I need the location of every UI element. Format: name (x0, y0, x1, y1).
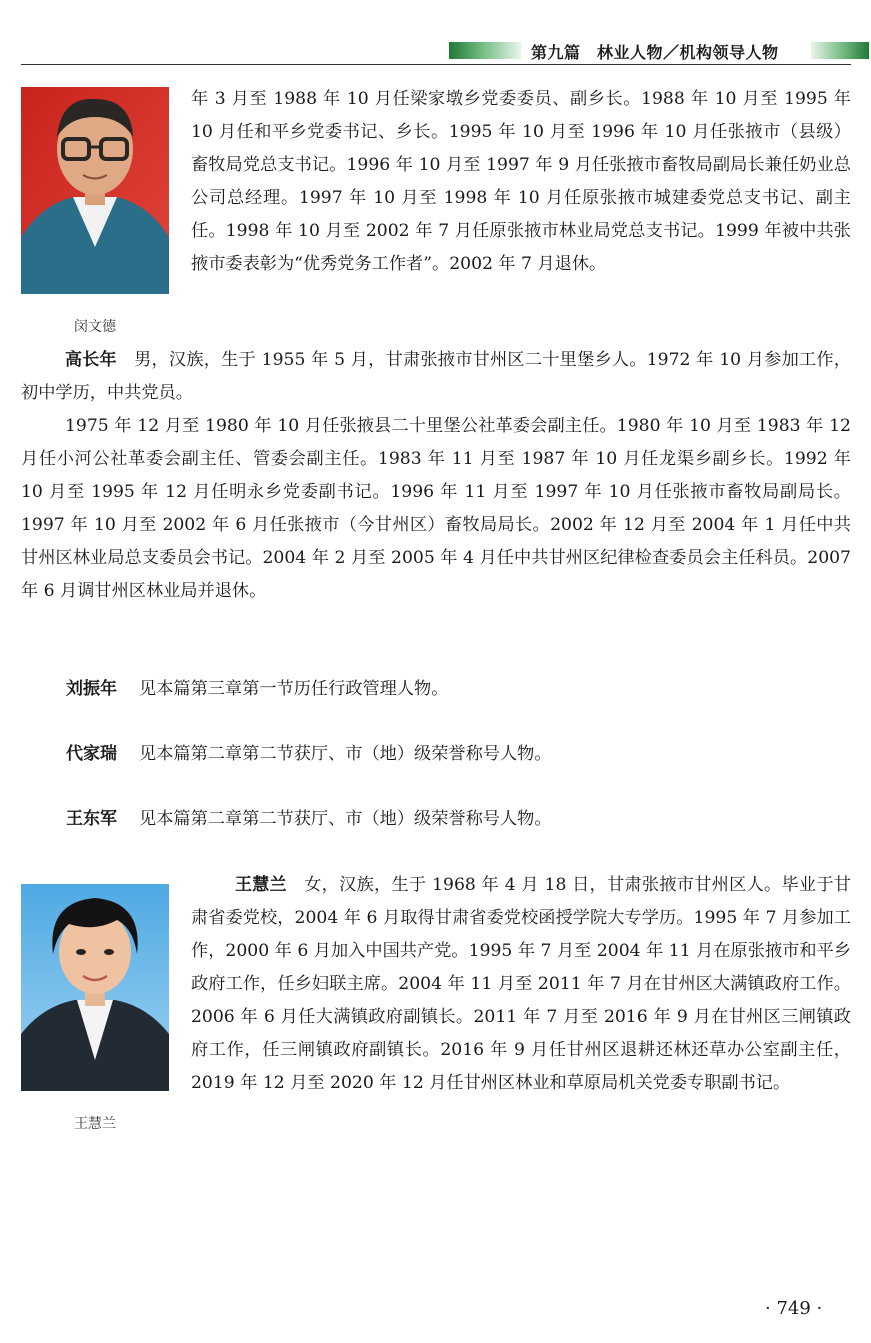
biography-paragraph (191, 869, 851, 1100)
cross-reference-entry (66, 673, 448, 706)
header-title: 第九篇 林业人物／机构领导人物 (531, 43, 779, 62)
biography-paragraph (21, 410, 851, 608)
person-name: 刘振年 (66, 679, 117, 699)
photo-caption: 王慧兰 (74, 1116, 116, 1132)
cross-reference-entry (66, 803, 552, 836)
cross-reference-text: 见本篇第三章第一节历任行政管理人物。 (139, 679, 449, 699)
biography-text: 女，汉族，生于 1968 年 4 月 18 日，甘肃张掖市甘州区人。毕业于甘肃省委党校，2004 年 6 月取得甘肃省委党校函授学院大专学历。1995 年 7 月参加工作，2000 年 6 月加入中国共产党。1995 年 7 月至 2004 年 11 月在原张掖市和平乡政府工作，任乡妇联主席。2004 年 11 月至 2011 年 7 月在甘州区大满镇政府工作。2006 年 6 月任大满镇政府副镇长。2011 年 7 月至 2016 年 9 月在甘州区三闸镇政府工作，任三闸镇政府副镇长。2016 年 9 月任甘州区退耕还林还草办公室副主任，2019 年 12 月至 2020 年 12 月任甘州区林业和草原局机关党委专职副书记。 (191, 875, 851, 1093)
portrait-photo-min-wende (21, 87, 169, 294)
portrait-photo-wang-huilan (21, 884, 169, 1091)
running-header (21, 38, 851, 65)
photo-caption: 闵文德 (74, 319, 116, 335)
person-name: 王东军 (66, 809, 117, 829)
biography-paragraph (21, 344, 851, 410)
biography-text: 年 3 月至 1988 年 10 月任梁家墩乡党委委员、副乡长。1988 年 10 月至 1995 年 10 月任和平乡党委书记、乡长。1995 年 10 月至 1996 年 10 月任张掖市（县级）畜牧局党总支书记。1996 年 10 月至 1997 年 9 月任张掖市畜牧局副局长兼任奶业总公司总经理。1997 年 10 月至 1998 年 10 月任原张掖市城建委党总支书记、副主任。1998 年 10 月至 2002 年 7 月任原张掖市林业局党总支书记。1999 年被中共张掖市委表彰为“优秀党务工作者”。2002 年 7 月退休。 (191, 89, 851, 274)
cross-reference-entry (66, 738, 552, 771)
header-decor-bar-right (811, 42, 869, 59)
biography-text: 男，汉族，生于 1955 年 5 月，甘肃张掖市甘州区二十里堡乡人。1972 年 10 月参加工作，初中学历，中共党员。 (21, 350, 851, 403)
header-decor-bar-left (449, 42, 521, 59)
biography-text: 1975 年 12 月至 1980 年 10 月任张掖县二十里堡公社革委会副主任。1980 年 10 月至 1983 年 12 月任小河公社革委会副主任、管委会副主任。1983 年 11 月至 1987 年 10 月任龙渠乡副乡长。1992 年 10 月至 1995 年 12 月任明永乡党委副书记。1996 年 11 月至 1997 年 10 月任张掖市畜牧局副局长。1997 年 10 月至 2002 年 6 月任张掖市（今甘州区）畜牧局局长。2002 年 12 月至 2004 年 1 月任中共甘州区林业局总支委员会书记。2004 年 2 月至 2005 年 4 月任中共甘州区纪律检查委员会主任科员。2007 年 6 月调甘州区林业局并退休。 (21, 416, 851, 601)
person-name: 代家瑞 (66, 744, 117, 764)
person-name: 王慧兰 (235, 875, 287, 895)
biography-paragraph (191, 83, 851, 281)
page-number: · 749 · (765, 1298, 823, 1319)
cross-reference-text: 见本篇第二章第二节获厅、市（地）级荣誉称号人物。 (139, 744, 552, 764)
person-name: 高长年 (65, 350, 117, 370)
cross-reference-text: 见本篇第二章第二节获厅、市（地）级荣誉称号人物。 (139, 809, 552, 829)
